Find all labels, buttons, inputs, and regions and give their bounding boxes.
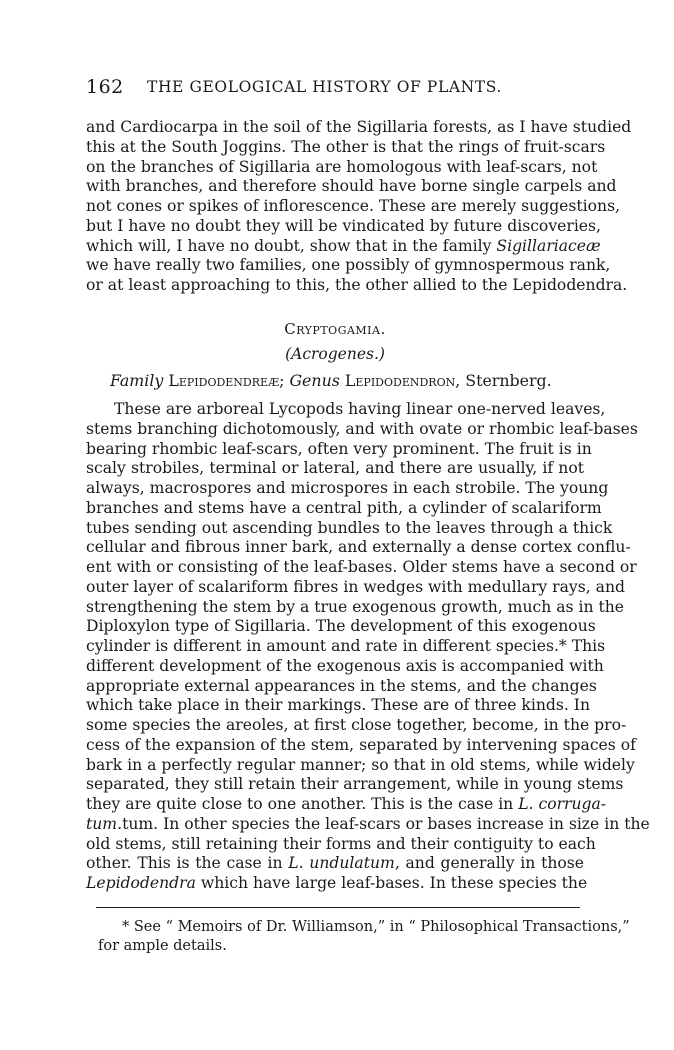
text-line: cellular and fibrous inner bark, and externally a dense cortex conflu- xyxy=(86,538,631,557)
text-segment: they are quite close to one another. This is the case in xyxy=(86,795,519,813)
italic-genus: Lepidodendra xyxy=(86,874,196,892)
family-heading: Family Lepidodendreæ; Genus Lepidodendron, Sternberg. xyxy=(110,371,552,390)
text-line: appropriate external appearances in the stems, and the changes xyxy=(86,676,597,695)
division-heading: Cryptogamia. xyxy=(284,320,386,338)
text-line: some species the areoles, at first close together, become, in the pro- xyxy=(86,716,627,734)
text-line: outer layer of scalariform fibres in wedges with medullary rays, and xyxy=(86,577,625,596)
text-line: These are arboreal Lycopods having linear one-nerved leaves, xyxy=(114,400,606,418)
text-line: or at least approaching to this, the other allied to the Lepidodendra. xyxy=(86,276,628,294)
footnote-rule xyxy=(96,907,580,908)
text-line: stems branching dichotomously, and with ovate or rhombic leaf-bases xyxy=(86,419,638,438)
footnote xyxy=(98,918,630,956)
text-segment: , and generally in those xyxy=(394,854,584,873)
text-segment: which will, I have no doubt, show that in the family xyxy=(86,236,497,255)
text-line xyxy=(86,236,601,257)
text-line: this at the South Joggins. The other is that the rings of fruit-scars xyxy=(86,137,606,156)
text-line: scaly strobiles, terminal or lateral, and there are usually, if not xyxy=(86,459,584,478)
text-segment: other. This is the case in xyxy=(86,854,289,873)
text-line: ent with or consisting of the leaf-bases. Older stems have a second or xyxy=(86,558,637,576)
text-line xyxy=(86,814,650,835)
text-line: separated, they still retain their arrangement, while in young stems xyxy=(86,775,624,794)
text-line: branches and stems have a central pith, a cylinder of scalariform xyxy=(86,498,602,517)
family-label: Family xyxy=(110,371,164,390)
page-header xyxy=(86,76,592,100)
text-line: always, macrospores and microspores in each strobile. The young xyxy=(86,479,609,497)
text-line xyxy=(86,874,588,894)
text-line: different development of the exogenous axis is accompanied with xyxy=(86,656,604,675)
page-number: 162 xyxy=(86,76,124,98)
text-line: with branches, and therefore should have borne single carpels and xyxy=(86,177,617,196)
text-line: strengthening the stem by a true exogenous growth, much as in the xyxy=(86,597,625,616)
text-line: Diploxylon type of Sigillaria. The development of this exogenous xyxy=(86,617,596,636)
text-line xyxy=(86,795,607,815)
genus-label: Genus xyxy=(289,371,340,390)
text-line: and Cardiocarpa in the soil of the Sigillaria forests, as I have studied xyxy=(86,118,632,136)
text-line: but I have no doubt they will be vindicated by future discoveries, xyxy=(86,216,601,235)
authority: , Sternberg. xyxy=(455,371,552,390)
text-line: cess of the expansion of the stem, separated by intervening spaces of xyxy=(86,735,636,754)
text-segment: tum. In other species the leaf-scars or bases increase in size in the xyxy=(122,814,650,833)
text-line: bearing rhombic leaf-scars, often very prominent. The fruit is in xyxy=(86,439,592,458)
running-title: THE GEOLOGICAL HISTORY OF PLANTS. xyxy=(147,78,502,96)
family-name: Lepidodendreæ xyxy=(168,371,280,390)
text-line: we have really two families, one possibly of gymnospermous rank, xyxy=(86,256,611,275)
text-line: old stems, still retaining their forms and their contiguity to each xyxy=(86,834,596,853)
text-line xyxy=(86,854,584,874)
text-line: which take place in their markings. These are of three kinds. In xyxy=(86,696,591,715)
footnote-line: for ample details. xyxy=(98,938,227,954)
footnote-line: * See “ Memoirs of Dr. Williamson,” in “ Philosophical Transactions,” xyxy=(122,919,630,935)
text-line: cylinder is different in amount and rate in different species.* This xyxy=(86,637,606,655)
paragraph-sigillaria xyxy=(86,118,632,296)
subdivision-heading: (Acrogenes.) xyxy=(285,345,385,363)
italic-term: Sigillariaceæ xyxy=(496,236,601,255)
text-line: tubes sending out ascending bundles to the leaves through a thick xyxy=(86,518,613,537)
paragraph-lepidodendron xyxy=(86,400,650,894)
text-segment: which have large leaf-bases. In these species the xyxy=(195,874,588,892)
italic-species: tum. xyxy=(86,814,123,833)
genus-name: Lepidodendron xyxy=(344,371,456,390)
text-line: bark in a perfectly regular manner; so that in old stems, while widely xyxy=(86,755,635,774)
italic-species: L. undulatum xyxy=(288,854,395,873)
text-line: on the branches of Sigillaria are homologous with leaf-scars, not xyxy=(86,157,598,176)
italic-species: L. corruga- xyxy=(518,795,607,813)
text-line: not cones or spikes of inflorescence. These are merely suggestions, xyxy=(86,197,621,215)
